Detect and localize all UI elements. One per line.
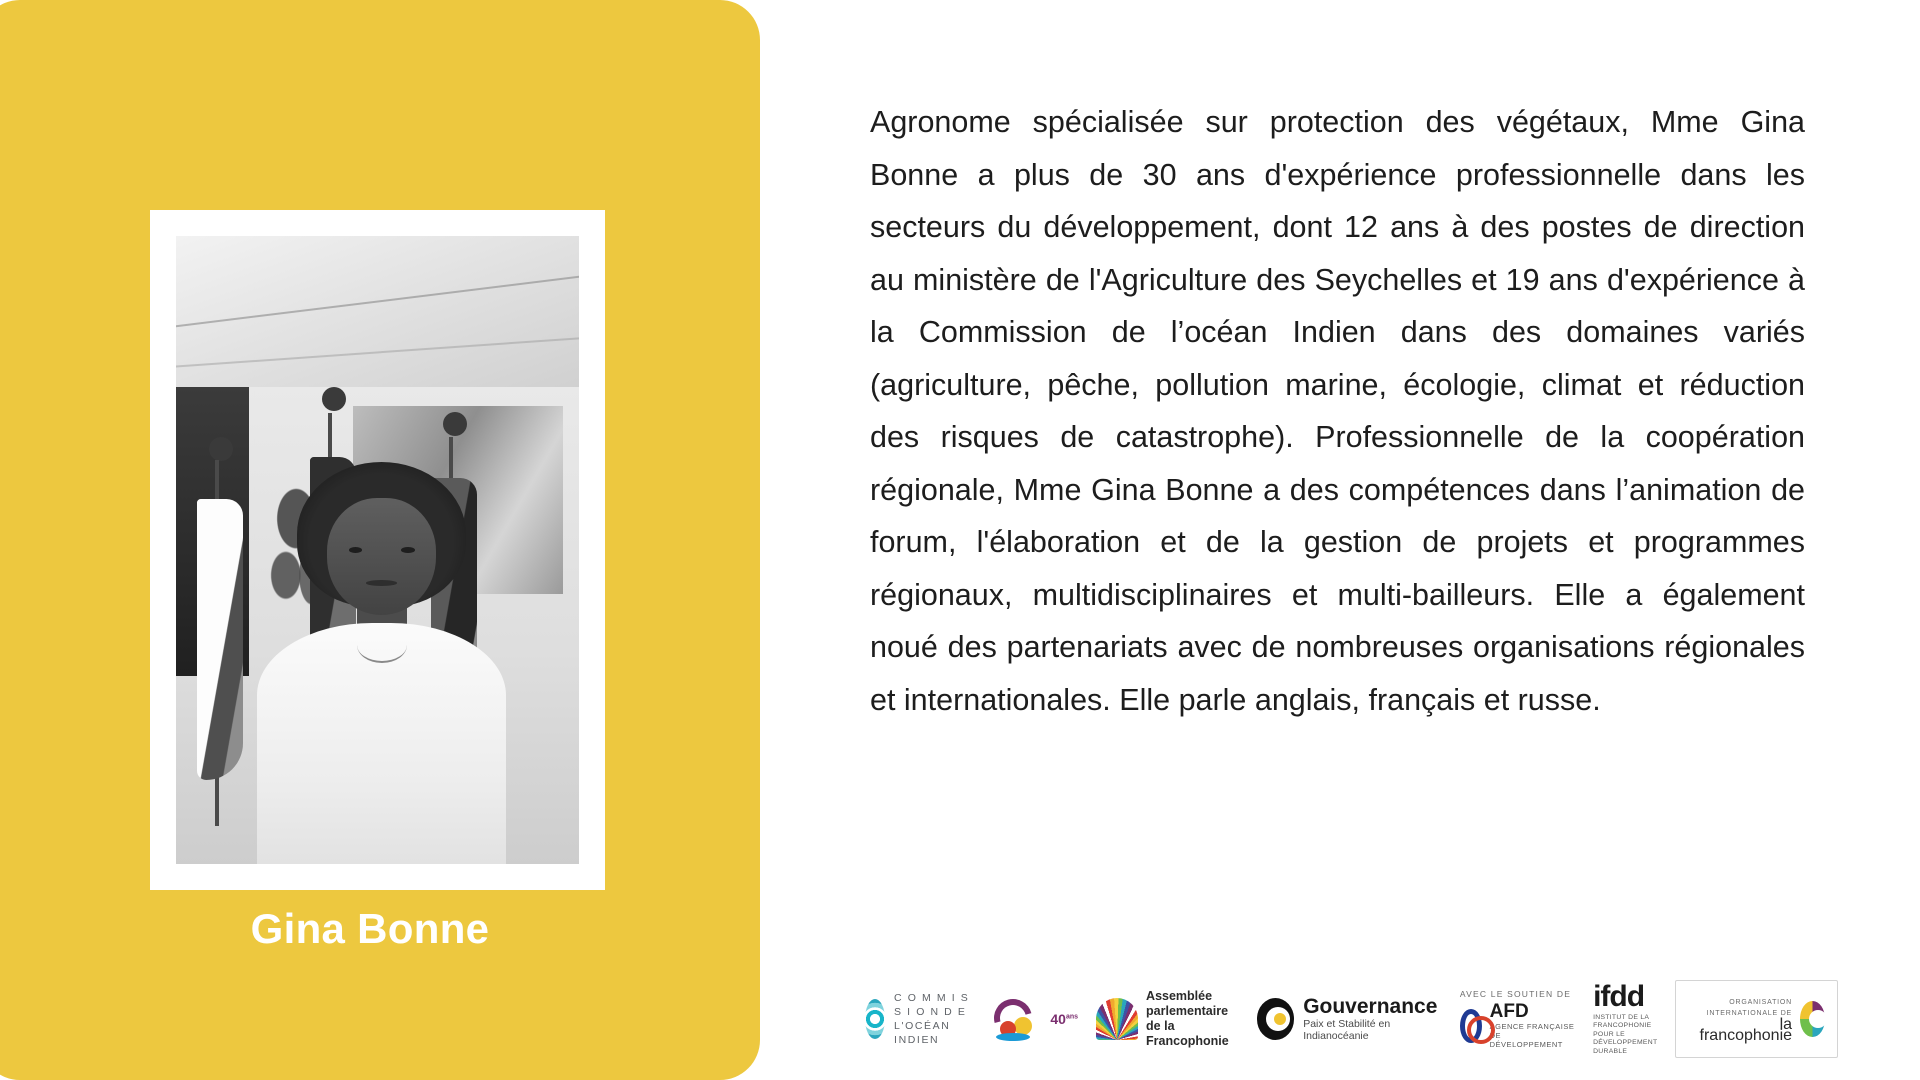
portrait-frame bbox=[150, 210, 605, 890]
gouvernance-subtitle: Paix et Stabilité en Indianocéanie bbox=[1303, 1018, 1391, 1042]
person-mouth bbox=[366, 580, 397, 586]
flag-cloth bbox=[197, 499, 243, 779]
apf40-number: 40 bbox=[1050, 1011, 1066, 1027]
profile-panel bbox=[0, 0, 760, 1080]
portrait-photo bbox=[176, 236, 579, 864]
flag-finial-icon bbox=[322, 387, 346, 411]
coi-spiral-icon bbox=[865, 999, 885, 1039]
gouvernance-title: Gouvernance bbox=[1303, 995, 1438, 1018]
afd-name: AFD bbox=[1489, 1001, 1529, 1022]
biography-paragraph: Agronome spécialisée sur protection des végétaux, Mme Gina Bonne a plus de 30 ans d'expérience professionnelle dans les secteurs du développement, dont 12 ans à des postes de direction au ministère de l'Agriculture des Seychelles et 19 ans d'expérience à la Commission de l’océan Indien dans des domaines variés (agriculture, pêche, pollution marine, écologie, climat et réduction des risques de catastrophe). Professionnelle de la coopération régionale, Mme Gina Bonne a des compétences dans l’animation de forum, l'élaboration et de la gestion de projets et programmes régionaux, multidisciplinaires et multi-bailleurs. Elle a également noué des partenariats avec de nombreuses organisations régionales et internationales. Elle parle anglais, français et russe. bbox=[870, 105, 1805, 717]
ifdd-label-line1: INSTITUT DE LA FRANCOPHONIE bbox=[1593, 1013, 1652, 1030]
ifdd-label-line2: POUR LE DÉVELOPPEMENT DURABLE bbox=[1593, 1030, 1658, 1055]
flag-finial-icon bbox=[209, 437, 233, 461]
biography-text bbox=[870, 96, 1805, 726]
person-eye-left bbox=[349, 547, 362, 553]
person-name: Gina Bonne bbox=[250, 905, 490, 952]
logo-oif bbox=[1675, 980, 1838, 1058]
apf-rainbow-arc-icon bbox=[1096, 998, 1138, 1040]
coi-label-line1: C O M M I S S I O N D E bbox=[894, 992, 970, 1018]
ifdd-name: ifdd bbox=[1593, 979, 1645, 1013]
oif-label-top: ORGANISATION INTERNATIONALE DE bbox=[1706, 999, 1793, 1017]
person-face bbox=[327, 498, 437, 615]
afd-support-label: AVEC LE SOUTIEN DE bbox=[1459, 989, 1572, 999]
coi-label-line2: L'OCÉAN INDIEN bbox=[894, 1020, 951, 1046]
photo-flag-left bbox=[192, 437, 244, 826]
apf40-suffix: ans bbox=[1065, 1013, 1079, 1021]
afd-rings-icon bbox=[1460, 1009, 1482, 1043]
oif-circle-icon bbox=[1800, 1001, 1825, 1037]
logo-apf-40-ans bbox=[988, 980, 1078, 1058]
partner-logo-strip bbox=[865, 980, 1825, 1058]
flag-finial-icon bbox=[443, 412, 467, 436]
photo-person bbox=[257, 462, 507, 864]
ifdd-wordmark-icon bbox=[1593, 979, 1645, 1013]
oif-label-main: la francophonie bbox=[1699, 1016, 1793, 1044]
person-necklace bbox=[357, 627, 407, 663]
afd-subtitle: AGENCE FRANÇAISE DE DÉVELOPPEMENT bbox=[1489, 1022, 1575, 1049]
apf-label-line3: de la Francophonie bbox=[1146, 1019, 1229, 1048]
logo-assemblee-parlementaire-francophonie bbox=[1096, 980, 1239, 1058]
apf-40-ans-icon bbox=[988, 997, 1044, 1041]
apf-label-line2: parlementaire bbox=[1146, 1004, 1229, 1018]
gouvernance-circle-icon bbox=[1257, 998, 1295, 1040]
logo-ifdd bbox=[1593, 980, 1657, 1058]
logo-afd bbox=[1460, 980, 1575, 1058]
person-eye-right bbox=[401, 547, 414, 553]
apf-label-line1: Assemblée bbox=[1146, 989, 1213, 1003]
photo-ceiling bbox=[176, 236, 579, 399]
logo-commission-ocean-indien bbox=[865, 980, 970, 1058]
logo-gouvernance bbox=[1257, 980, 1442, 1058]
